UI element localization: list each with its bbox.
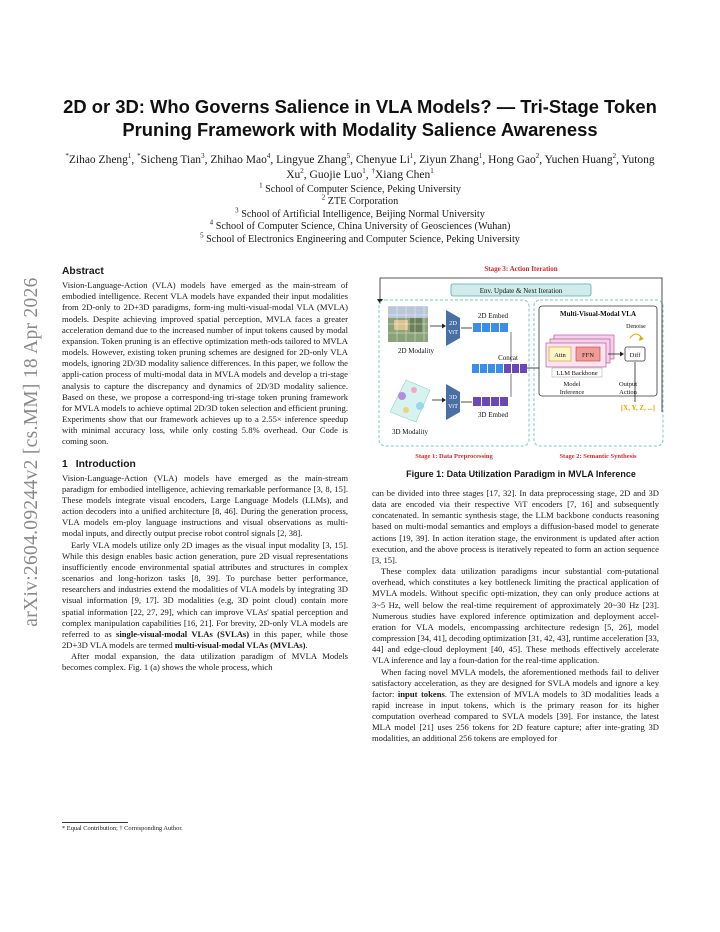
affiliation-line: $^2$ ZTE Corporation: [321, 194, 399, 208]
right-paragraph-2: These complex data utilization paradigms incur substantial com-putational overhead, which constitutes a key bottleneck limiting the practical application of MVLA models. Without specific opti-mization, they can only produce actions at 3~5 Hz, well below the real-time requirement of approximately 20~30 Hz [23]. Numerous studies have explored inference optimization and deployment accel-eration for VLA models, encompassing architecture redesign [5, 26], model compression [34, 41], decoding optimization [31, 42, 43], runtime acceleration [33, 44] and edge-cloud deployment [40, 45]. These methods effectively accelerate VLA inference and lay a foun-dation for the real-time application.: [372, 566, 659, 666]
affiliation-line: $^1$ School of Computer Science, Peking University: [259, 181, 461, 195]
abstract-heading: Abstract: [62, 266, 104, 277]
affiliation-line: $^3$ School of Artificial Intelligence, Beijing Normal University: [235, 206, 485, 220]
concat-tokens: [472, 364, 527, 373]
author-name: Chenyue Li$^1$: [355, 152, 414, 166]
footnote: * Equal Contribution; † Corresponding Author.: [62, 825, 183, 832]
svg-text:Diff: Diff: [629, 352, 641, 359]
affiliation-list: [60, 181, 660, 246]
footnote-rule: [62, 822, 128, 823]
2d-modality-label: 2D Modality: [398, 347, 434, 355]
2d-embed-label: 2D Embed: [477, 312, 509, 320]
3d-point-cloud-icon: [390, 380, 430, 422]
intro-paragraph-3: After modal expansion, the data utilization paradigm of MVLA Models becomes complex. Fig. 1 (a) shows the whole process, which: [62, 651, 348, 673]
right-column: [372, 488, 659, 745]
intro-paragraph-1: Vision-Language-Action (VLA) models have emerged as the main-stream paradigm for embodied intelligence, achieving remarkable performance [3, 8, 15]. These models integrate visual encoders, Large Language Models (LLMs), and action decoders into a unified architecture [8, 46]. During the generation process, VLA models em-ploy language instructions and visual observations as multi-modal inputs, and directly output precise robot control signals [2, 38].: [62, 472, 348, 539]
introduction-heading: [62, 459, 348, 470]
author-name: Lingyue Zhang$^5$: [276, 152, 351, 166]
figure-caption: Figure 1: Data Utilization Paradigm in MVLA Inference: [406, 469, 636, 479]
output-action-label: Output: [618, 381, 638, 388]
svg-text:ViT: ViT: [447, 329, 459, 336]
2d-vit-encoder: [446, 310, 460, 346]
author-name: Zhihao Mao$^4$: [210, 152, 271, 166]
author-name: *Sicheng Tian$^3$: [137, 152, 205, 166]
3d-modality-label: 3D Modality: [392, 428, 428, 436]
stage3-label: Stage 3: Action Iteration: [484, 265, 558, 273]
author-name: *Zihao Zheng$^1$: [65, 152, 132, 166]
right-paragraph-1: can be divided into three stages [17, 32]. In data preprocessing stage, 2D and 3D data are encoded via their respective ViT encoders [7, 16] and subsequently concatenated. In semantic synthesis stage, the LLM backbone conducts reasoning based on multi-modal semantics and employs a diffusion-based model to generate actions [19, 39]. In action iteration stage, the environment is updated after action execution, and the above process is iteratively repeated to form an action sequence [3, 15].: [372, 488, 659, 565]
intro-paragraph-2: Early VLA models utilize only 2D images as the visual input modality [3, 15]. While this design enables basic action generation, pure 2D visual representations insufficiently encode environmental spatial attributes and structures in complex scenarios and long-horizon tasks [8, 39]. To purchase better performance, researchers and industries extend the modalities of VLA models by integrating 3D visual information [9, 17]. 3D modalities (e.g, 3D point cloud) contain more spatial information [22, 27, 29], which can improve VLAs' spatial perception and complex manipulation capabilities [16, 21]. For brevity, 2D-only VLA models are referred to as single-visual-modal VLAs (SVLAs) in this paper, while those 2D+3D VLA models are termed multi-visual-modal VLAs (MVLAs).: [62, 539, 348, 650]
stage1-label: Stage 1: Data Preprocessing: [415, 453, 493, 460]
2d-embed-tokens: [473, 323, 508, 332]
2d-image-icon: [388, 306, 428, 342]
svg-text:Action: Action: [619, 389, 637, 396]
author-name: †Xiang Chen$^1$: [371, 167, 434, 181]
author-list: *Zihao Zheng$^1$, *Sicheng Tian$^3$, Zhihao Mao$^4$, Lingyue Zhang$^5$, Chenyue Li$^1$, Ziyun Zhang$^1$, Hong Gao$^2$, Yuchen Huang$^2$, Yutong Xu$^2$, Guojie Luo$^1$, †Xiang Chen$^1$: [65, 152, 655, 181]
3d-embed-tokens: [473, 397, 508, 406]
left-column: [62, 266, 348, 673]
3d-vit-encoder: [446, 384, 460, 420]
env-label: Env. Update & Next Iteration: [479, 287, 563, 295]
2d-vit-label: 2D: [449, 320, 457, 327]
mvla-label: Multi-Visual-Modal VLA: [559, 310, 637, 318]
svg-text:FFN: FFN: [582, 352, 594, 359]
author-name: Guojie Luo$^1$: [309, 167, 366, 181]
svg-text:ViT: ViT: [447, 403, 459, 410]
affiliation-line: $^4$ School of Computer Science, China University of Geosciences (Wuhan): [209, 218, 511, 233]
arxiv-stamp: arXiv:2604.09244v2 [cs.MM] 18 Apr 2026: [21, 277, 42, 627]
author-name: Hong Gao$^2$: [488, 152, 540, 166]
author-name: Ziyun Zhang$^1$: [419, 152, 483, 166]
abstract-text: Vision-Language-Action (VLA) models have emerged as the main-stream of embodied intelligence. Recent VLA models have expanded their input modalities from 2D-only to 2D+3D paradigms, form-ing multi-visual-modal VLA (MVLA) models. Despite achieving improved spatial perception, MVLA faces a greater acceleration demand due to the increased number of input tokens caused by modal expansion. Token pruning is an effective optimization meth-ods tailored to MVLA models. However, existing token pruning schemes are designed for 2D-only VLA models, ignoring 2D/3D modality salience differences. In this paper, we follow the appli-cation process of multi-modal data in MVLA models and develop a tri-stage analysis to capture the discrepancy and dynamics of 2D/3D modality salience. Based on these, we propose a correspond-ing tri-stage token pruning framework for MVLA models to achieve optimal 2D/3D token selection and efficient pruning. Experiments show that our framework achieves up to a 2.55× inference speedup with minimal accuracy loss, while only costing 5.8% overhead. Our Code is coming soon.: [62, 280, 348, 447]
author-name: Yutong Xu$^2$: [286, 154, 655, 181]
figure-1: [376, 262, 666, 462]
right-paragraph-3: When facing novel MVLA models, the aforementioned methods fail to deliver satisfactory acceleration, as they are designed for SVLA models and ignore a key factor: input tokens. The extension of MVLA models to 3D modalities leads a rapid increase in input tokens, which is the primary reason for its higher computation overhead compared to SVLA models [39]. For instance, the latest MLA model [21] uses 256 tokens for 2D feature capture; after inte-grating 3D modalities, an additional 256 tokens are employed for: [372, 666, 659, 744]
3d-embed-label: 3D Embed: [477, 411, 509, 419]
section-title: Introduction: [75, 458, 136, 470]
model-inference-label: Model: [563, 381, 581, 388]
section-number: 1: [62, 458, 68, 470]
svg-text:Inference: Inference: [559, 389, 585, 396]
llm-label: LLM Backbone: [556, 370, 598, 377]
affiliation-line: $^5$ School of Electronics Engineering and Computer Science, Peking University: [200, 231, 520, 245]
stage2-label: Stage 2: Semantic Synthesis: [559, 453, 637, 460]
3d-vit-label: 3D: [449, 394, 457, 401]
author-name: Yuchen Huang$^2$: [544, 152, 617, 166]
svg-text:Attn: Attn: [554, 352, 566, 359]
paper-title: 2D or 3D: Who Governs Salience in VLA Models? — Tri-Stage Token Pruning Framework with Modality Salience Awareness: [63, 96, 657, 140]
denoise-label: Denoise: [626, 324, 646, 330]
action-vector: [X, Y, Z, ...]: [620, 404, 656, 412]
concat-label: Concat: [498, 354, 518, 362]
